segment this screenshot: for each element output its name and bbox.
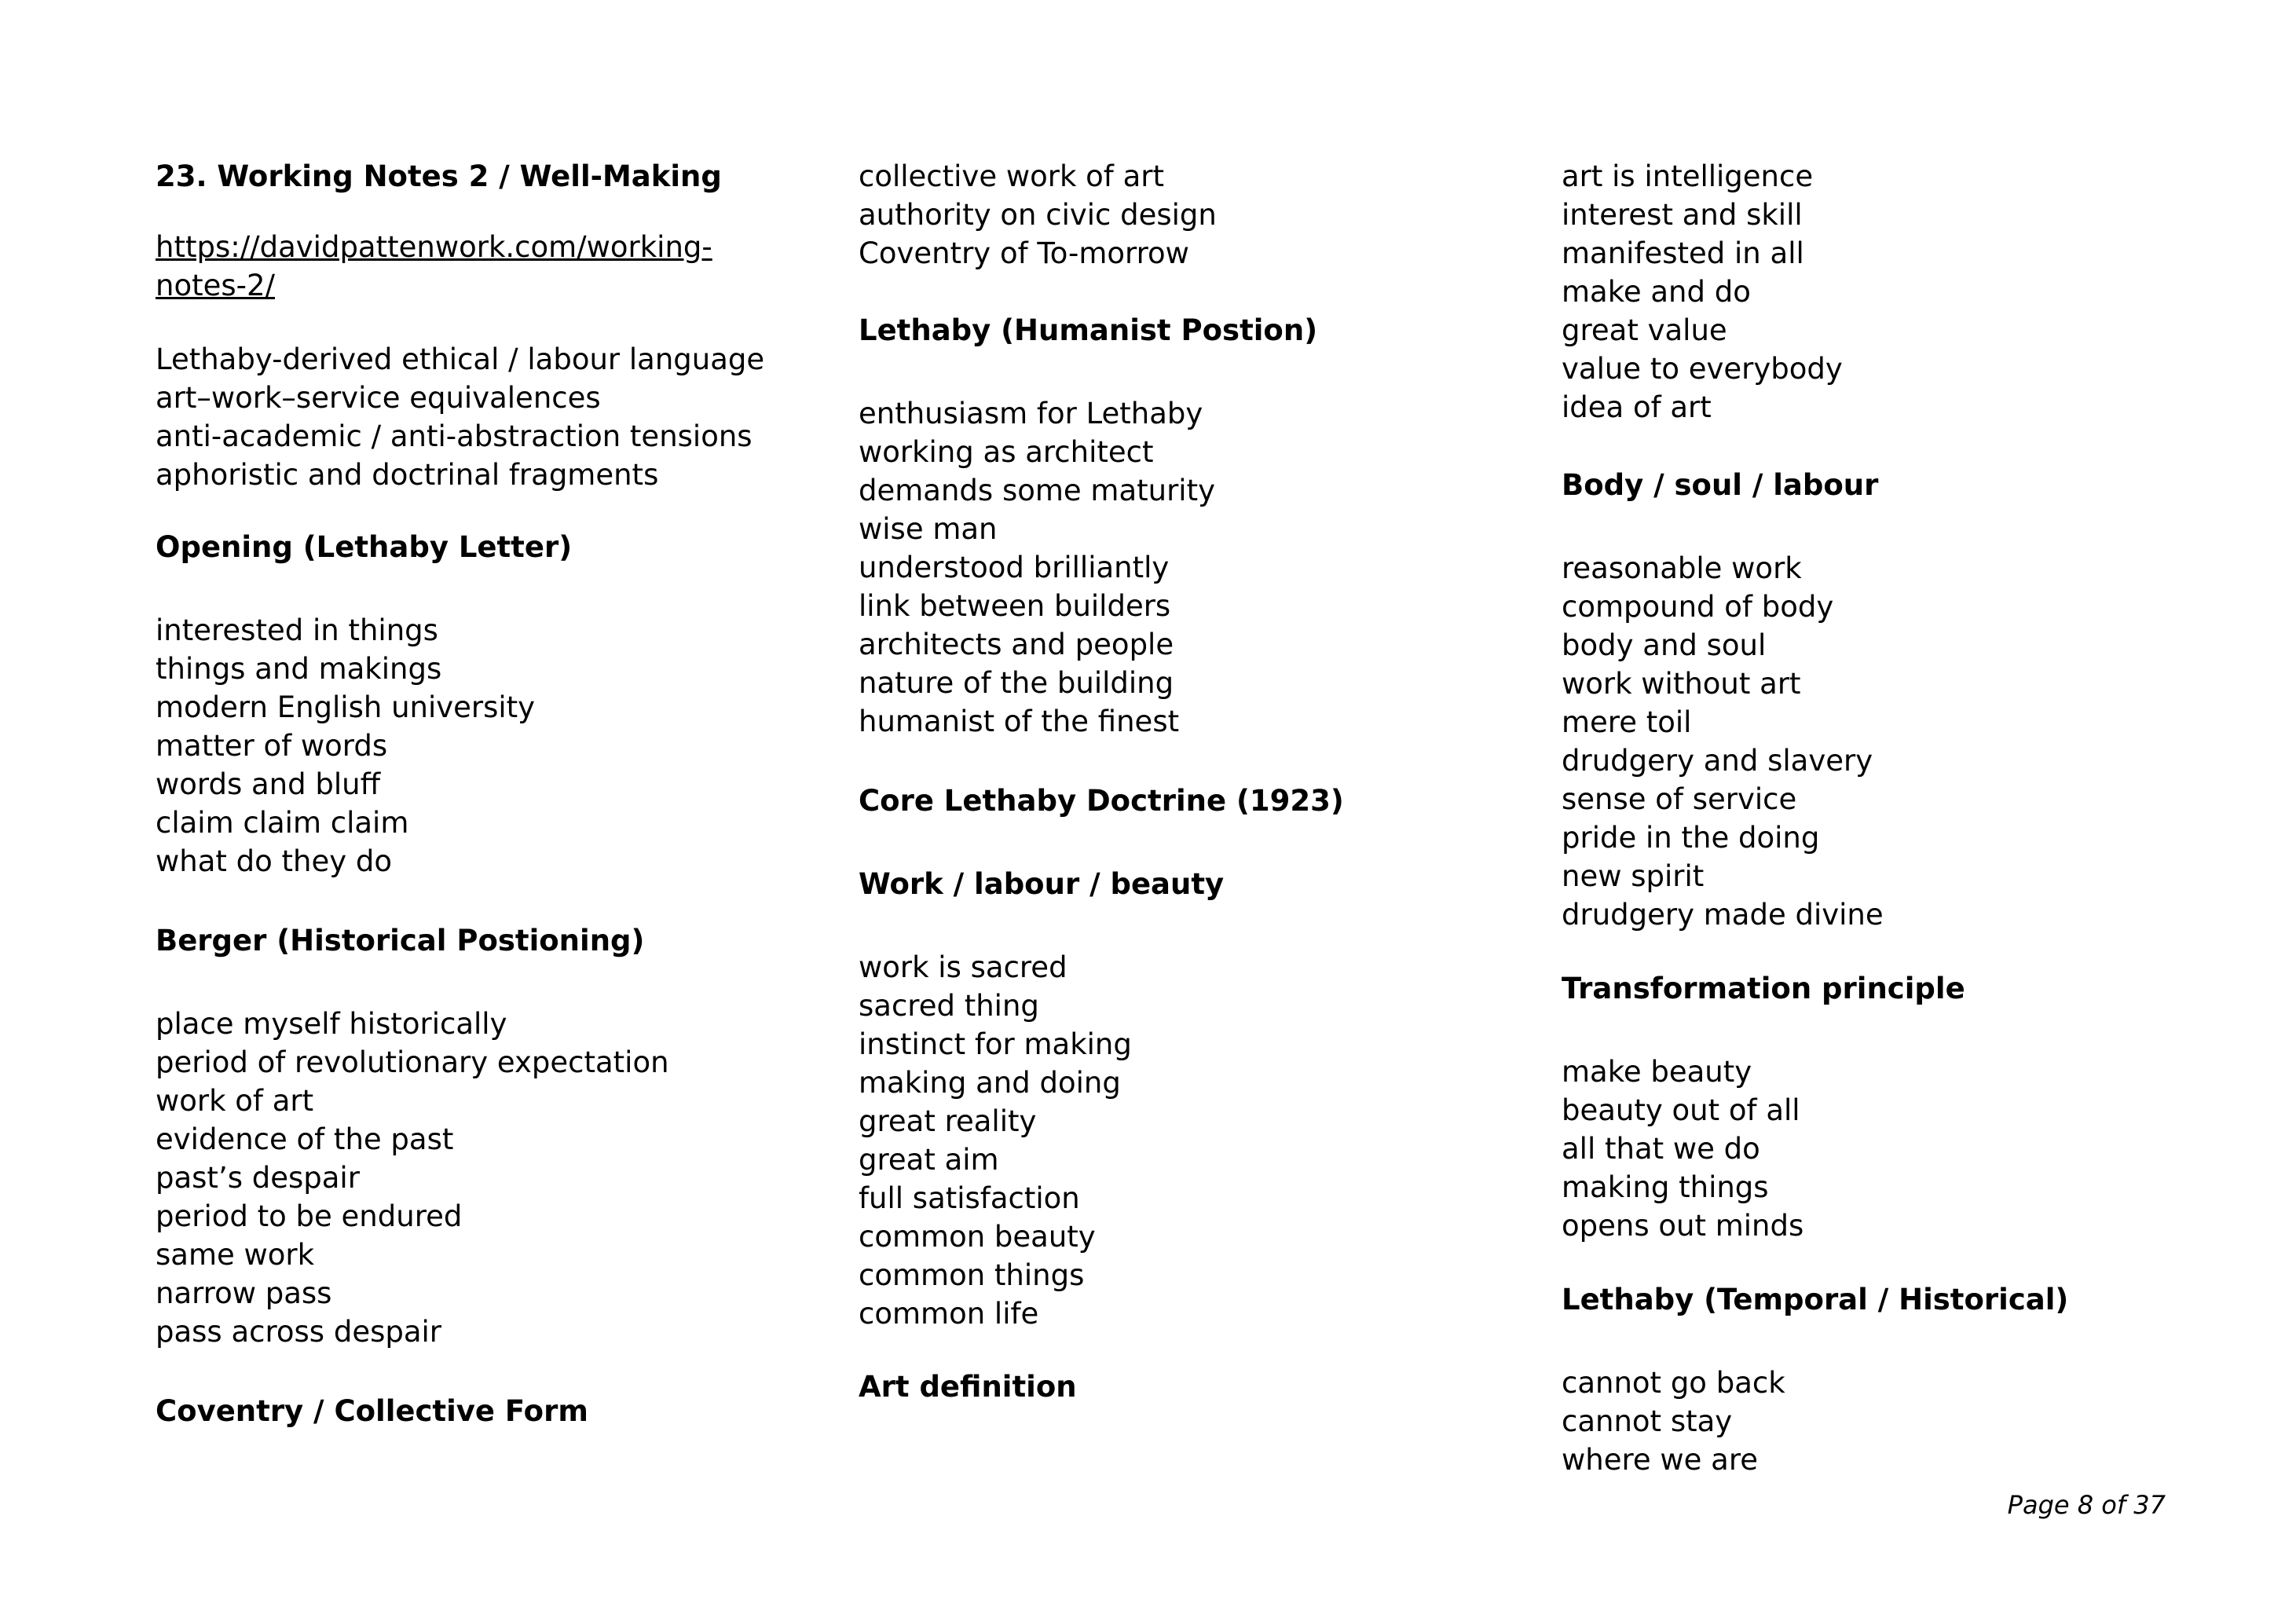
section-heading-temporal: Lethaby (Temporal / Historical) xyxy=(1562,1283,2069,1316)
list-item: opens out minds xyxy=(1562,1209,1804,1243)
list-item: make and do xyxy=(1562,275,1751,309)
list-item: manifested in all xyxy=(1562,236,1804,270)
list-item: common life xyxy=(859,1297,1039,1331)
list-item: interest and skill xyxy=(1562,198,1803,232)
list-item: art is intelligence xyxy=(1562,159,1814,193)
section-heading-work: Work / labour / beauty xyxy=(859,867,1225,901)
list-item: evidence of the past xyxy=(156,1122,454,1156)
list-item: cannot stay xyxy=(1562,1404,1733,1438)
list-item: period of revolutionary expectation xyxy=(156,1045,669,1079)
list-item: period to be endured xyxy=(156,1199,463,1233)
list-item: drudgery and slavery xyxy=(1562,744,1873,778)
section-heading-art-definition: Art definition xyxy=(859,1370,1077,1404)
list-item: link between builders xyxy=(859,589,1171,623)
list-item: Coventry of To-morrow xyxy=(859,236,1189,270)
list-item: reasonable work xyxy=(1562,551,1802,585)
art-list xyxy=(1562,157,1843,427)
document-title: 23. Working Notes 2 / Well-Making xyxy=(156,159,722,193)
list-item: place myself historically xyxy=(156,1007,507,1041)
list-item: anti-academic / anti-abstraction tensions xyxy=(156,419,753,453)
list-item: all that we do xyxy=(1562,1132,1760,1166)
list-item: modern English university xyxy=(156,690,536,724)
list-item: interested in things xyxy=(156,613,438,647)
list-item: Lethaby-derived ethical / labour language xyxy=(156,342,765,376)
list-item: body and soul xyxy=(1562,628,1767,662)
list-item: working as architect xyxy=(859,435,1154,469)
list-item: idea of art xyxy=(1562,390,1712,424)
list-item: authority on civic design xyxy=(859,198,1217,232)
list-item: mere toil xyxy=(1562,705,1692,739)
list-item: instinct for making xyxy=(859,1027,1132,1061)
section-heading-core-doctrine: Core Lethaby Doctrine (1923) xyxy=(859,784,1344,818)
section-heading-transformation: Transformation principle xyxy=(1562,972,1965,1005)
page-number: Page 8 of 37 xyxy=(2007,1490,2166,1520)
list-item: wise man xyxy=(859,512,998,546)
list-item: make beauty xyxy=(1562,1055,1752,1089)
section-heading-berger: Berger (Historical Postioning) xyxy=(156,924,645,957)
list-item: narrow pass xyxy=(156,1276,332,1310)
list-item: collective work of art xyxy=(859,159,1164,193)
list-item: great reality xyxy=(859,1104,1037,1138)
list-item: great value xyxy=(1562,313,1727,347)
intro-list xyxy=(156,340,764,494)
list-item: great aim xyxy=(859,1143,999,1177)
humanist-list xyxy=(859,394,1215,741)
list-item: new spirit xyxy=(1562,859,1705,893)
temporal-list xyxy=(1562,1364,1785,1479)
list-item: work is sacred xyxy=(859,950,1067,984)
list-item: past’s despair xyxy=(156,1161,360,1195)
list-item: words and bluff xyxy=(156,767,381,801)
list-item: enthusiasm for Lethaby xyxy=(859,397,1203,430)
list-item: work of art xyxy=(156,1084,314,1118)
section-heading-opening: Opening (Lethaby Letter) xyxy=(156,530,573,564)
list-item: common things xyxy=(859,1258,1085,1292)
list-item: cannot go back xyxy=(1562,1366,1785,1400)
list-item: making and doing xyxy=(859,1066,1121,1100)
source-link[interactable] xyxy=(156,228,712,305)
list-item: nature of the building xyxy=(859,666,1174,700)
list-item: understood brilliantly xyxy=(859,551,1170,584)
list-item: where we are xyxy=(1562,1443,1759,1477)
section-heading-coventry: Coventry / Collective Form xyxy=(156,1394,588,1428)
list-item: what do they do xyxy=(156,844,393,878)
list-item: things and makings xyxy=(156,652,442,686)
list-item: pass across despair xyxy=(156,1315,442,1349)
list-item: work without art xyxy=(1562,667,1801,701)
body-list xyxy=(1562,549,1884,934)
list-item: sacred thing xyxy=(859,989,1039,1023)
list-item: pride in the doing xyxy=(1562,821,1820,855)
list-item: drudgery made divine xyxy=(1562,898,1884,932)
source-link-line-1: https://davidpattenwork.com/working- xyxy=(156,230,712,264)
list-item: common beauty xyxy=(859,1220,1096,1254)
list-item: same work xyxy=(156,1238,315,1272)
section-heading-humanist: Lethaby (Humanist Postion) xyxy=(859,313,1318,347)
list-item: humanist of the finest xyxy=(859,705,1180,738)
list-item: beauty out of all xyxy=(1562,1093,1800,1127)
berger-list xyxy=(156,1005,669,1351)
list-item: compound of body xyxy=(1562,590,1834,624)
list-item: demands some maturity xyxy=(859,474,1215,507)
list-item: sense of service xyxy=(1562,782,1797,816)
list-item: aphoristic and doctrinal fragments xyxy=(156,458,659,492)
opening-list xyxy=(156,611,535,881)
coventry-list xyxy=(859,157,1217,273)
work-list xyxy=(859,948,1132,1333)
transformation-list xyxy=(1562,1053,1803,1245)
list-item: making things xyxy=(1562,1170,1769,1204)
list-item: art–work–service equivalences xyxy=(156,381,601,415)
list-item: value to everybody xyxy=(1562,352,1843,386)
section-heading-body-soul: Body / soul / labour xyxy=(1562,468,1879,502)
list-item: architects and people xyxy=(859,628,1174,661)
source-link-line-2: notes-2/ xyxy=(156,269,275,302)
list-item: matter of words xyxy=(156,729,388,763)
list-item: full satisfaction xyxy=(859,1181,1080,1215)
list-item: claim claim claim xyxy=(156,806,409,840)
